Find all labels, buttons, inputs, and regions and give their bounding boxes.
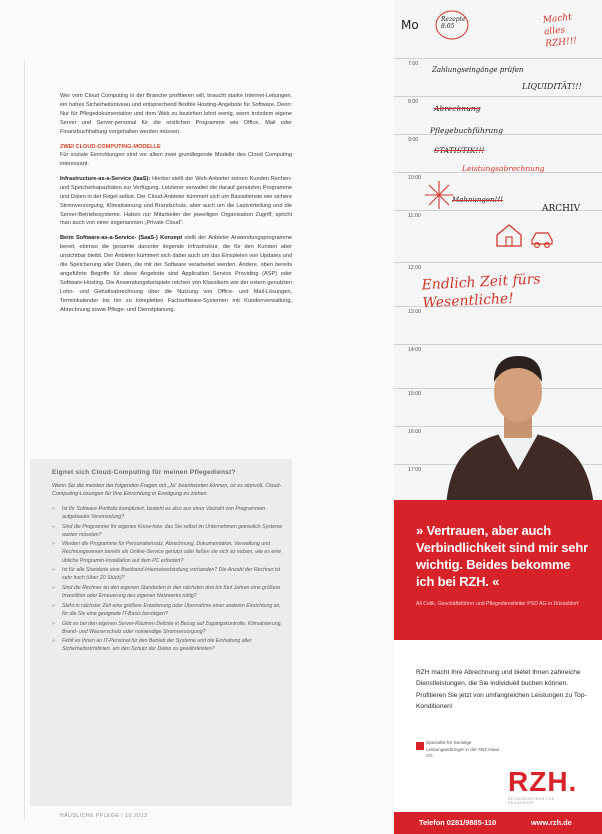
iaas-text: Hierbei stellt der Web-Anbieter seinen Kunden Rechen- und Speicherkapazitäten zur Verfügung. Letzterer verwaltet die darauf genutzten Programme und Daten in der Regel selbst. Der Cloud-Anbieter kümmert sich um Basisdienste wie sichere Stromversorgung, Klimatisierung und Brandschutz, aber auch um die Lastverteilung und die Server-Betriebssysteme. Haben nur Mitarbeiter der jeweiligen Organisation Zugriff, spricht man auch von einer sogenannten „Private Cloud“. [60, 175, 292, 227]
article-subheading: ZWEI CLOUD-COMPUTING-MODELLE [60, 143, 161, 150]
rzh-advertisement [394, 0, 602, 834]
time-label: 17:00 [408, 467, 421, 473]
article-column [60, 92, 292, 321]
time-label: 13:00 [408, 309, 421, 315]
note-liquiditaet: LIQUIDITÄT!!! [522, 82, 582, 91]
house-icon [494, 222, 524, 248]
testimonial-attribution: Ali Celik, Geschäftsführer und Pflegedienstleiter PSD AG in Düsseldorf [416, 601, 579, 607]
note-pflegebuchfuehrung: Pflegebuchführung [430, 126, 503, 135]
time-label: 15:00 [408, 391, 421, 397]
checklist-box [30, 459, 292, 806]
note-macht-alles-rzh: Macht alles RZH!!! [542, 12, 578, 50]
time-label: 9:00 [408, 137, 419, 143]
saas-lead: Beim Software-as-a-Service- (SaaS-) Konzept [60, 235, 183, 242]
margin-rule [24, 60, 25, 820]
contact-url[interactable]: www.rzh.de [531, 818, 572, 827]
checklist-item: » Steht in nächster Zeit eine größere Erweiterung oder Übernahme einer anderen Einrichtung an, für die Sie eine geeignete IT-Basis benötigen? [52, 602, 284, 618]
iaas-lead: Infrastructure-as-a-Service (IaaS): [60, 175, 151, 182]
checklist-title: Eignet sich Cloud-Computing für meinen Pflegedienst? [52, 469, 236, 476]
starburst-icon [424, 180, 454, 210]
article-paragraph-4 [60, 234, 292, 314]
time-label: 14:00 [408, 347, 421, 353]
portrait-photo [426, 330, 596, 500]
note-rezepte: Rezepte 8:05 [441, 16, 466, 30]
time-label: 7:00 [408, 61, 419, 67]
checklist-item: » Sind die Rechner an den eigenen Standorten in den nächsten drei bis fünf Jahren eine größere Investition oder Erneuerung des eigenen Netzwerks nötig? [52, 584, 284, 600]
rzh-logo-text: RZH. [508, 766, 578, 797]
testimonial-box [394, 500, 602, 640]
checklist-item: » Sind die Programme Ihr eigenes Know-how, das Sie selbst im Unternehmen getreulich Systeme warten müssten? [52, 523, 284, 539]
note-leistungsabrechnung: Leistungsabrechnung [462, 164, 545, 173]
time-label: 16:00 [408, 429, 421, 435]
time-label: 10:00 [408, 175, 421, 181]
ad-contact-bar [394, 812, 602, 834]
note-archiv: ARCHIV [542, 204, 581, 214]
planner-day-label: Mo [401, 18, 419, 32]
planner-line [394, 262, 602, 263]
article-paragraph-1: Wer vom Cloud Computing in der Branche profitieren will, braucht starke Internet-Leitungen, ein hohes Sicherheitsniveau und entsprechend flexible Hosting-Angebote für Software. Denn: Nur für Pflegedokumentation und dem Web zu beziehen lohnt wenig, wenn trotzdem eigene Server und Server-personal für die restlichen Programme wie Office, Mail oder Finanzbuchhaltung vorgehalten werden müssen. [60, 93, 292, 135]
car-icon [530, 226, 554, 248]
arz-badge-text: Spezialist für Sonstige Leistungserbringer in der ARZ Haan AG [426, 740, 500, 759]
checklist-item: » Werden die Programme für Personaleinsatz, Abrechnung, Dokumentation, Verwaltung und Rechnungswesen bereits als Online-Service genutzt oder ließen sie sich so nutzen, wie es eine übliche Programm-Installation auf dem PC erfordert? [52, 540, 284, 564]
page-footer: HÄUSLICHE PFLEGE | 10.2013 [60, 813, 148, 819]
testimonial-quote: » Vertrauen, aber auch Verbindlichkeit sind mir sehr wichtig. Beides bekomme ich bei RZH. « [416, 523, 588, 589]
time-label: 11:00 [408, 213, 421, 219]
day-planner [394, 0, 602, 500]
ad-body-text: RZH macht Ihre Abrechnung und bietet Ihnen zahlreiche Dienstleistungen, die Sie individuell buchen können. Profitieren Sie jetzt von umfangreichen Leistungen zu Top-Konditionen! [416, 669, 587, 711]
checklist-item: » Ist Ihr Software-Portfolio kompliziert, besteht es also aus einer Vielzahl von Programmen aufgebauter Vereinzelung? [52, 505, 284, 521]
checklist-questions [52, 505, 284, 654]
note-mahnungen: Mahnungen!!! [452, 196, 503, 204]
rzh-logo [508, 766, 582, 805]
rzh-logo-tagline: RECHENZENTRUM FÜR HEILBERUFE [508, 797, 555, 805]
headline-endlich-zeit: Endlich Zeit fürs Wesentliche! [421, 271, 542, 312]
note-abrechnung: Abrechnung [434, 104, 481, 113]
checklist-item: » Gibt es bei den eigenen Server-Räumen Defizite in Bezug auf Zugangskontrolle, Klimatisierung, Brand- und Wasserschutz oder notwendige Stromversorgung? [52, 620, 284, 636]
contact-phone: Telefon 0281/9885-110 [419, 818, 497, 827]
planner-line [394, 58, 602, 59]
checklist-item: » Ist für alle Standorte eine Breitband-Internetverbindung vorhanden? Die Anzahl der Rechner ist sehr hoch (über 20 Stück)? [52, 566, 284, 582]
time-label: 8:00 [408, 99, 419, 105]
time-label: 12:00 [408, 265, 421, 271]
saas-text: stellt der Anbieter Anwendungsprogramme bereit, ebenso die gesamte darunter liegende Infrastruktur, die für den Kunden aber unsichtbar bleibt. Der Anbieter kümmert sich dabei auch um das Einspielen von Updates und die Speicherung aller Daten, die mit der Software verarbeitet werden. Andere, oben bereits angeführte Begriffe für diese Angebote sind Application Service Providing (ASP) oder Software-Hosting. Die Anwendungsbeispiele reichen von Klassikern wie der extern genutzten Lohn- und Gehaltsabrechnung über die Nutzung von Office- und Mail-Lösungen, Terminkalender bis hin zu kompletten Fachsoftware-Systemen mit Kundenverwaltung, Abrechnung sowie Pflege- und Dienstplanung. [60, 235, 292, 313]
checklist-item: » Fehlt es Ihnen an IT-Personal für den Betrieb der Systeme und die Einhaltung aller Sicherheitsrichtlinien, um den Schutz der Daten zu gewährleisten? [52, 637, 284, 653]
article-paragraph-3 [60, 175, 292, 228]
article-paragraph-2: Für soziale Einrichtungen sind vor allem zwei grundlegende Modelle des Cloud Computing interessant. [60, 152, 292, 168]
note-zahlungseingaenge: Zahlungseingänge prüfen [432, 66, 524, 74]
note-statistik: STATISTIK!!! [434, 146, 485, 155]
planner-line [394, 96, 602, 97]
checklist-intro: Wenn Sie die meisten der folgenden Fragen mit „Ja“ beantworten können, ist es sinnvoll, Cloud-Computing-Lösungen für Ihre Einrichtung in Erwägung zu ziehen. [52, 483, 282, 498]
